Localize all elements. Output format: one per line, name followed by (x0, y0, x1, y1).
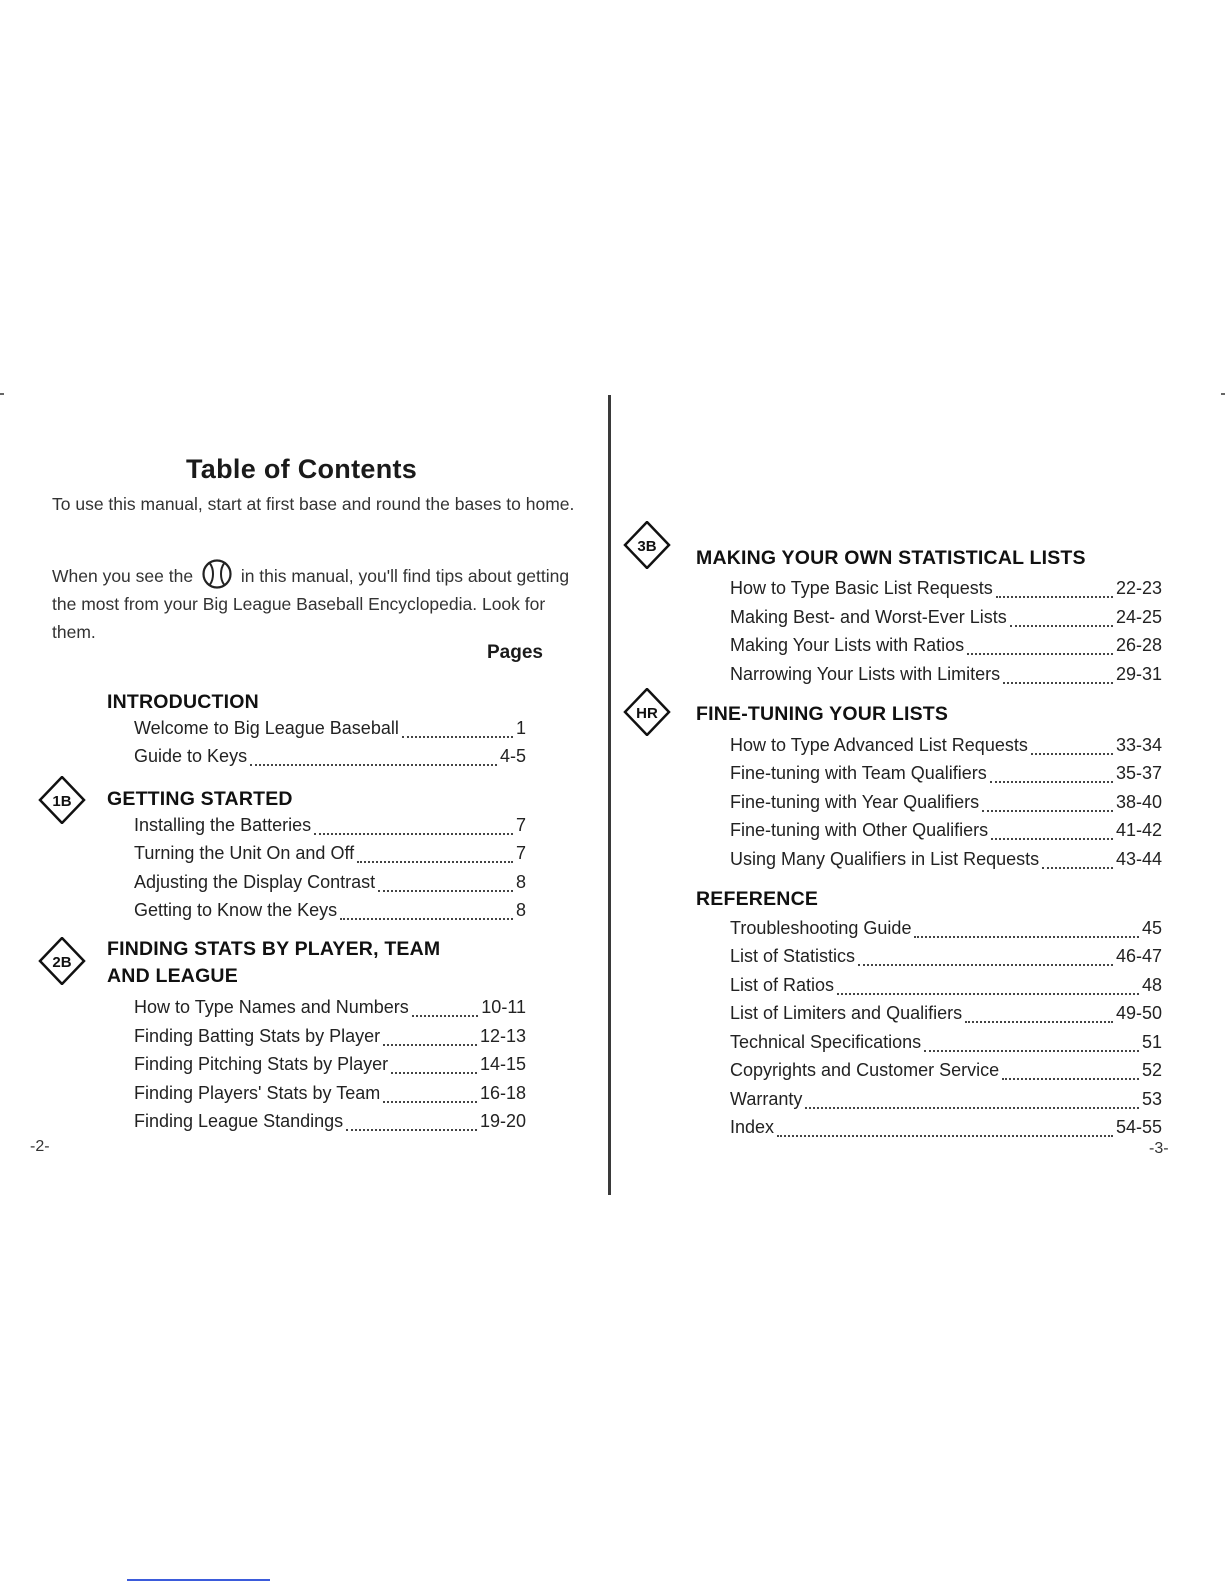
toc-entry[interactable]: Finding League Standings 19-20 (134, 1111, 526, 1131)
toc-entry[interactable]: Guide to Keys 4-5 (134, 746, 526, 766)
toc-entry[interactable]: List of Limiters and Qualifiers 49-50 (730, 1003, 1162, 1023)
toc-entry[interactable]: Troubleshooting Guide 45 (730, 918, 1162, 938)
toc-entry[interactable]: Fine-tuning with Other Qualifiers 41-42 (730, 820, 1162, 840)
right-page (612, 0, 1225, 1585)
home-run-marker-icon (623, 688, 671, 736)
section-heading-introduction: INTRODUCTION (107, 691, 259, 713)
toc-entry[interactable]: Welcome to Big League Baseball 1 (134, 718, 526, 738)
toc-entry[interactable]: Fine-tuning with Year Qualifiers 38-40 (730, 792, 1162, 812)
toc-entry[interactable]: Installing the Batteries 7 (134, 815, 526, 835)
toc-entry[interactable]: Finding Players' Stats by Team 16-18 (134, 1083, 526, 1103)
intro-text-before-icon: When you see the (52, 566, 194, 586)
pages-column-label: Pages (487, 642, 543, 663)
third-base-marker-icon (623, 521, 671, 569)
svg-text:1B: 1B (52, 793, 72, 810)
svg-text:3B: 3B (637, 538, 657, 555)
baseball-icon (201, 558, 233, 590)
section-heading-reference: REFERENCE (696, 888, 819, 910)
left-page (0, 0, 612, 1585)
toc-entry[interactable]: Finding Batting Stats by Player 12-13 (134, 1026, 526, 1046)
toc-entry[interactable]: How to Type Names and Numbers 10-11 (134, 997, 526, 1017)
second-base-marker-icon (38, 937, 86, 985)
toc-entry[interactable]: Using Many Qualifiers in List Requests 43-44 (730, 849, 1162, 869)
toc-entry[interactable]: How to Type Basic List Requests 22-23 (730, 578, 1162, 598)
section-heading-fine-tuning: FINE-TUNING YOUR LISTS (696, 703, 949, 725)
page-number-right: -3- (1149, 1140, 1169, 1157)
first-base-marker-icon (38, 776, 86, 824)
toc-entry[interactable]: Index 54-55 (730, 1117, 1162, 1137)
intro-paragraph-1: To use this manual, start at first base and round the bases to home. (52, 494, 575, 514)
page-number-left: -2- (30, 1138, 50, 1155)
toc-entry[interactable]: List of Ratios 48 (730, 975, 1162, 995)
toc-entry[interactable]: Warranty 53 (730, 1089, 1162, 1109)
intro-paragraph-2 (52, 558, 582, 646)
toc-entry[interactable]: Finding Pitching Stats by Player 14-15 (134, 1054, 526, 1074)
toc-entry[interactable]: Technical Specifications 51 (730, 1032, 1162, 1052)
svg-text:2B: 2B (52, 954, 72, 971)
toc-entry[interactable]: Adjusting the Display Contrast 8 (134, 872, 526, 892)
intro-text-after-icon: in this manual, you'll find tips about getting the most from your Big League Baseball Encyclopedia. Look for them. (52, 566, 570, 642)
toc-entry[interactable]: Copyrights and Customer Service 52 (730, 1060, 1162, 1080)
section-heading-getting-started: GETTING STARTED (107, 788, 293, 810)
svg-text:HR: HR (636, 705, 658, 722)
toc-entry[interactable]: Narrowing Your Lists with Limiters 29-31 (730, 664, 1162, 684)
toc-entry[interactable]: Making Best- and Worst-Ever Lists 24-25 (730, 607, 1162, 627)
toc-entry[interactable]: Fine-tuning with Team Qualifiers 35-37 (730, 763, 1162, 783)
section-heading-finding-stats: FINDING STATS BY PLAYER, TEAM AND LEAGUE (107, 938, 441, 987)
page-title: Table of Contents (186, 454, 418, 484)
toc-entry[interactable]: Turning the Unit On and Off 7 (134, 843, 526, 863)
section-heading-making-lists: MAKING YOUR OWN STATISTICAL LISTS (696, 547, 1086, 569)
toc-entry[interactable]: Making Your Lists with Ratios 26-28 (730, 635, 1162, 655)
toc-entry[interactable]: Getting to Know the Keys 8 (134, 900, 526, 920)
toc-entry[interactable]: List of Statistics 46-47 (730, 946, 1162, 966)
toc-entry[interactable]: How to Type Advanced List Requests 33-34 (730, 735, 1162, 755)
